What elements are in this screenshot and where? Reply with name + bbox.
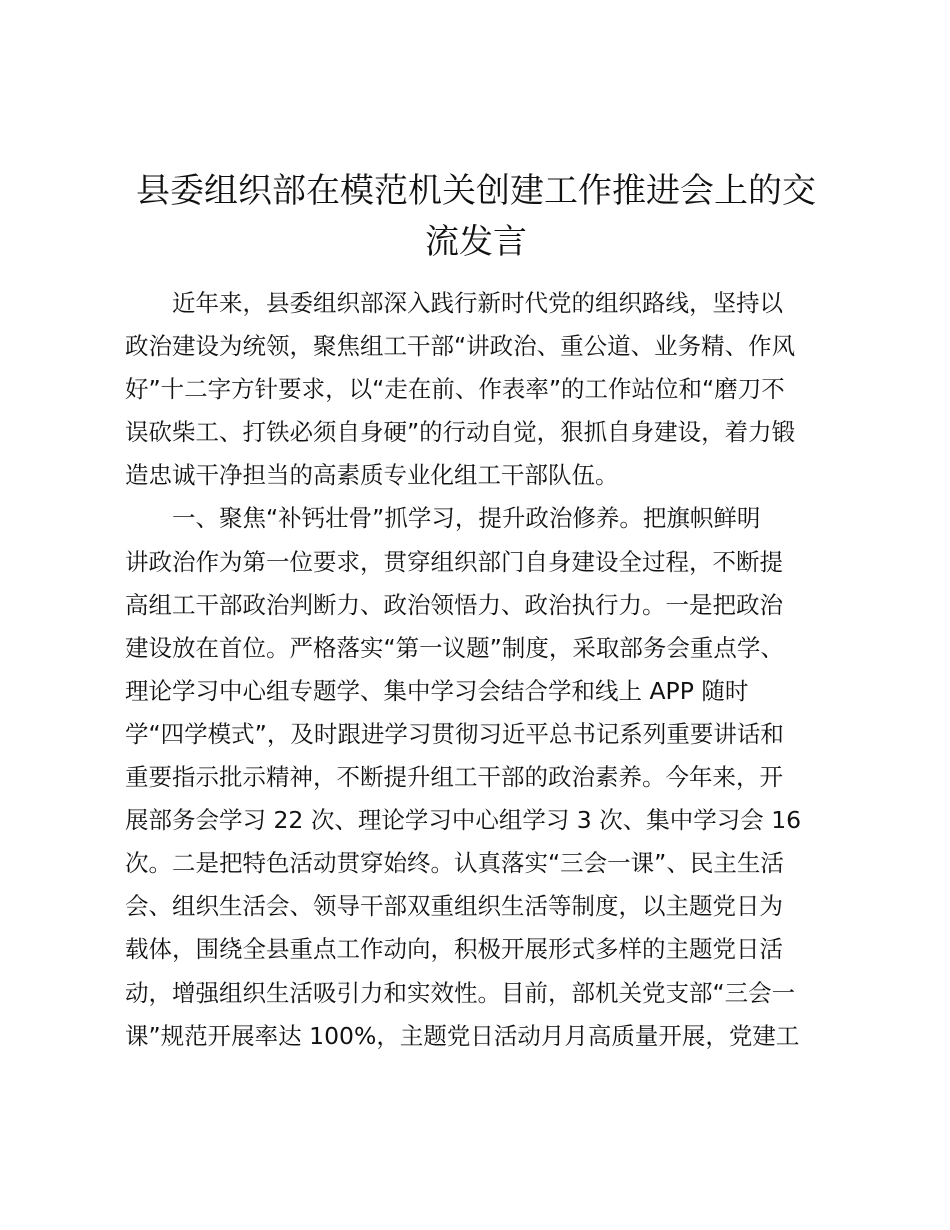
section-heading-line: 一、聚焦“补钙壮骨”抓学习，提升政治修养。把旗帜鲜明 — [172, 504, 761, 533]
text-line: 高组工干部政治判断力、政治领悟力、政治执行力。一是把政治 — [125, 590, 783, 619]
text-line: 造忠诚干净担当的高素质专业化组工干部队伍。 — [125, 461, 619, 490]
text-line: 好”十二字方针要求，以“走在前、作表率”的工作站位和“磨刀不 — [125, 375, 785, 404]
text-line: 课”规范开展率达 100%，主题党日活动月月高质量开展，党建工 — [125, 1021, 800, 1050]
text-line: 会、组织生活会、领导干部双重组织生活等制度，以主题党日为 — [125, 892, 783, 921]
document-title — [125, 166, 827, 268]
document-body — [125, 282, 831, 1058]
paragraph-section-1 — [125, 497, 831, 1057]
text-line: 理论学习中心组专题学、集中学习会结合学和线上 APP 随时 — [125, 676, 749, 705]
text-line: 展部务会学习 22 次、理论学习中心组学习 3 次、集中学习会 16 — [125, 806, 802, 835]
text-line: 动，增强组织生活吸引力和实效性。目前，部机关党支部“三会一 — [125, 978, 796, 1007]
text-line: 学“四学模式”，及时跟进学习贯彻习近平总书记系列重要讲话和 — [125, 719, 784, 748]
title-line-2: 流发言 — [425, 222, 527, 262]
text-line: 近年来，县委组织部深入践行新时代党的组织路线，坚持以 — [172, 289, 783, 317]
text-line: 政治建设为统领，聚焦组工干部“讲政治、重公道、业务精、作风 — [125, 332, 796, 361]
text-line: 重要指示批示精神，不断提升组工干部的政治素养。今年来，开 — [125, 763, 783, 792]
text-line: 讲政治作为第一位要求，贯穿组织部门自身建设全过程，不断提 — [125, 547, 783, 576]
text-line: 载体，围绕全县重点工作动向，积极开展形式多样的主题党日活 — [125, 935, 783, 964]
text-line: 建设放在首位。严格落实“第一议题”制度，采取部务会重点学、 — [125, 633, 784, 662]
text-line: 次。二是把特色活动贯穿始终。认真落实“三会一课”、民主生活 — [125, 849, 784, 878]
text-line: 误砍柴工、打铁必须自身硬”的行动自觉，狠抓自身建设，着力锻 — [125, 418, 796, 447]
title-line-1: 县委组织部在模范机关创建工作推进会上的交 — [136, 171, 816, 211]
paragraph-intro — [125, 282, 831, 497]
